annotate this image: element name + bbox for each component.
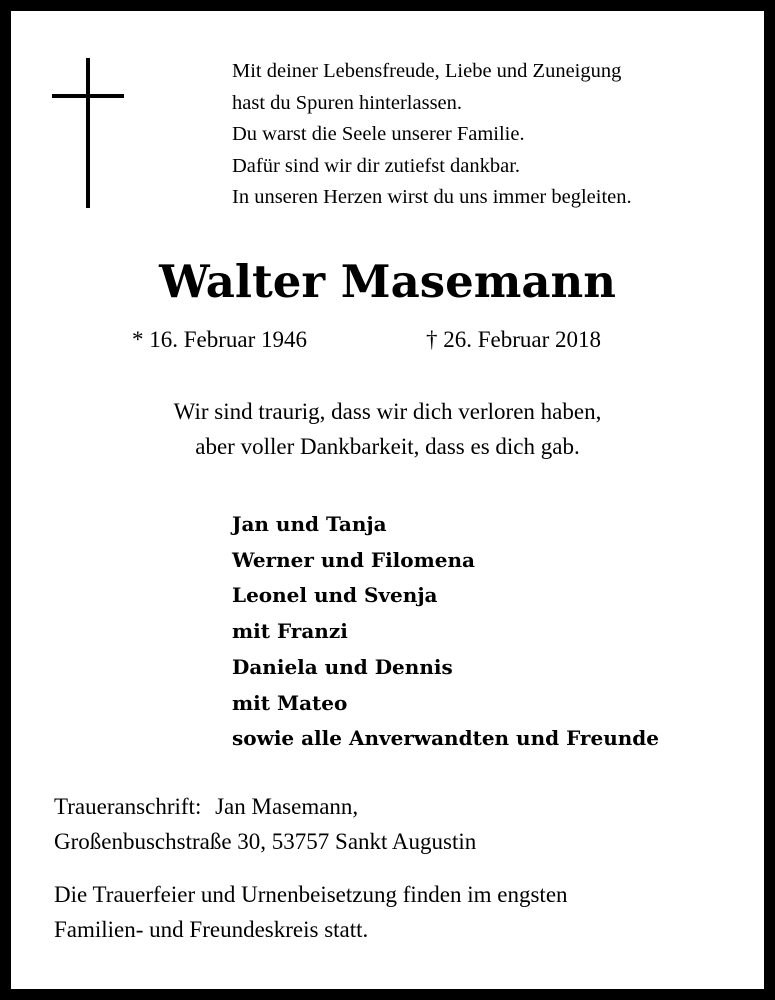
sorrow-line: aber voller Dankbarkeit, dass es dich gab.	[195, 434, 580, 459]
address-street-city: Großenbuschstraße 30, 53757 Sankt Augustin	[54, 829, 477, 854]
cross-icon	[52, 58, 124, 208]
ceremony-notice	[54, 877, 568, 947]
mourner-entry: sowie alle Anverwandten und Freunde	[232, 726, 659, 751]
sorrow-line: Wir sind traurig, dass wir dich verloren haben,	[173, 399, 602, 424]
death-date: † 26. Februar 2018	[426, 327, 602, 352]
address-line-1	[54, 789, 476, 824]
cross-vertical-bar	[86, 58, 90, 208]
address-label: Traueranschrift:	[54, 794, 202, 819]
mourner-entry: mit Mateo	[232, 690, 348, 715]
mourner-entry: Jan und Tanja	[232, 512, 387, 536]
mourners-list	[232, 507, 659, 757]
poem-line: hast du Spuren hinterlassen.	[232, 91, 463, 114]
mourner-entry: Werner und Filomena	[232, 547, 476, 572]
mourner-entry: Leonel und Svenja	[232, 583, 438, 608]
sorrow-text	[0, 394, 775, 464]
poem-line: Du warst die Seele unserer Familie.	[232, 123, 525, 145]
poem-line: Dafür sind wir dir zutiefst dankbar.	[232, 154, 521, 177]
poem-line: In unseren Herzen wirst du uns immer begleiten.	[232, 186, 632, 208]
mourner-entry: mit Franzi	[232, 619, 348, 644]
memorial-poem	[232, 56, 752, 214]
mourner-entry: Daniela und Dennis	[232, 654, 453, 679]
ceremony-line: Familien- und Freundeskreis statt.	[54, 917, 369, 942]
mourning-address	[54, 789, 476, 859]
address-name: Jan Masemann,	[215, 794, 359, 819]
cross-horizontal-bar	[52, 94, 124, 98]
ceremony-line: Die Trauerfeier und Urnenbeisetzung finden im engsten	[54, 882, 568, 907]
birth-date: * 16. Februar 1946	[132, 327, 308, 352]
poem-line: Mit deiner Lebensfreude, Liebe und Zuneigung	[232, 60, 622, 82]
deceased-name: Walter Masemann	[159, 255, 616, 308]
